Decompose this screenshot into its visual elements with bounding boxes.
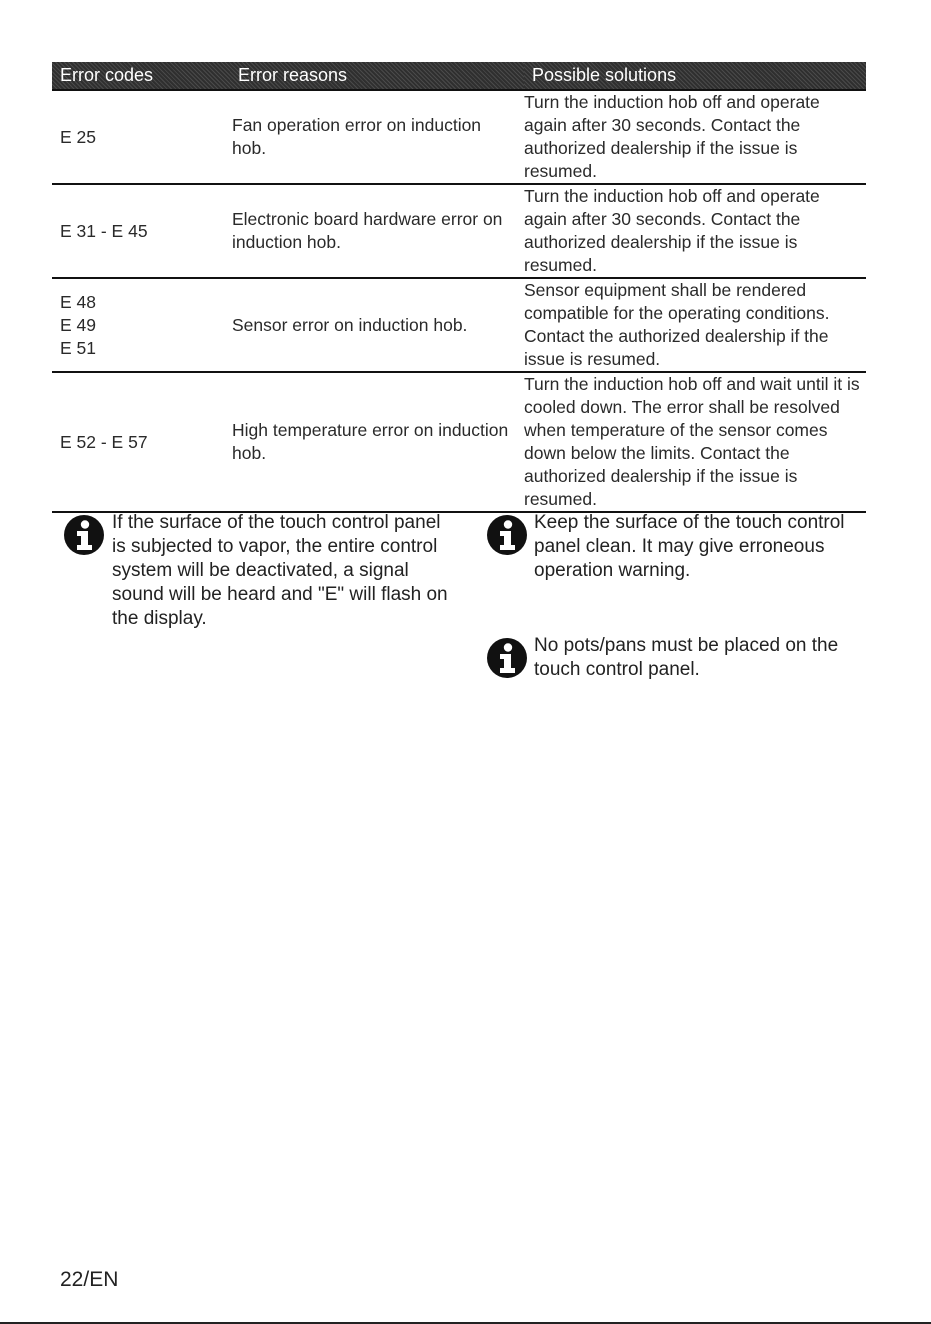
page-number: 22/EN	[60, 1268, 119, 1291]
header-possible-solutions: Possible solutions	[524, 62, 866, 90]
table-row	[52, 372, 866, 512]
error-code: E 49	[60, 314, 96, 335]
error-reason-cell: Electronic board hardware error on induction hob.	[230, 184, 524, 278]
solution-cell: Turn the induction hob off and operate again after 30 seconds. Contact the authorized dealership if the issue is resumed.	[524, 184, 866, 278]
info-icon	[486, 637, 528, 679]
header-error-codes: Error codes	[52, 62, 230, 90]
error-code: E 31 - E 45	[60, 220, 148, 241]
table-header-row	[52, 62, 866, 90]
info-icon	[486, 514, 528, 556]
error-reason-cell: Fan operation error on induction hob.	[230, 90, 524, 184]
solution-cell: Sensor equipment shall be rendered compatible for the operating conditions. Contact the authorized dealership if the issue is resumed.	[524, 278, 866, 372]
info-note	[486, 634, 864, 682]
info-icon	[63, 514, 105, 556]
error-code: E 52 - E 57	[60, 431, 148, 452]
error-reason-cell: Sensor error on induction hob.	[230, 278, 524, 372]
note-text: No pots/pans must be placed on the touch control panel.	[534, 635, 839, 680]
error-code-cell	[52, 372, 230, 512]
header-error-reasons: Error reasons	[230, 62, 524, 90]
note-text: Keep the surface of the touch control panel clean. It may give erroneous operation warning.	[534, 512, 845, 581]
error-code-cell	[52, 90, 230, 184]
error-codes-table	[52, 62, 866, 513]
error-code: E 48	[60, 291, 96, 312]
solution-cell: Turn the induction hob off and operate again after 30 seconds. Contact the authorized dealership if the issue is resumed.	[524, 90, 866, 184]
note-text: If the surface of the touch control panel is subjected to vapor, the entire control system will be deactivated, a signal sound will be heard and "E" will flash on the display.	[112, 512, 448, 629]
error-code-cell	[52, 278, 230, 372]
error-code-cell	[52, 184, 230, 278]
info-note	[63, 511, 458, 631]
table-row	[52, 90, 866, 184]
error-reason-cell: High temperature error on induction hob.	[230, 372, 524, 512]
error-code: E 51	[60, 337, 96, 358]
table-row	[52, 278, 866, 372]
table-row	[52, 184, 866, 278]
info-note	[486, 511, 864, 583]
solution-cell: Turn the induction hob off and wait until it is cooled down. The error shall be resolved when temperature of the sensor comes down below the limits. Contact the authorized dealership if the issue is resumed.	[524, 372, 866, 512]
error-code: E 25	[60, 126, 96, 147]
